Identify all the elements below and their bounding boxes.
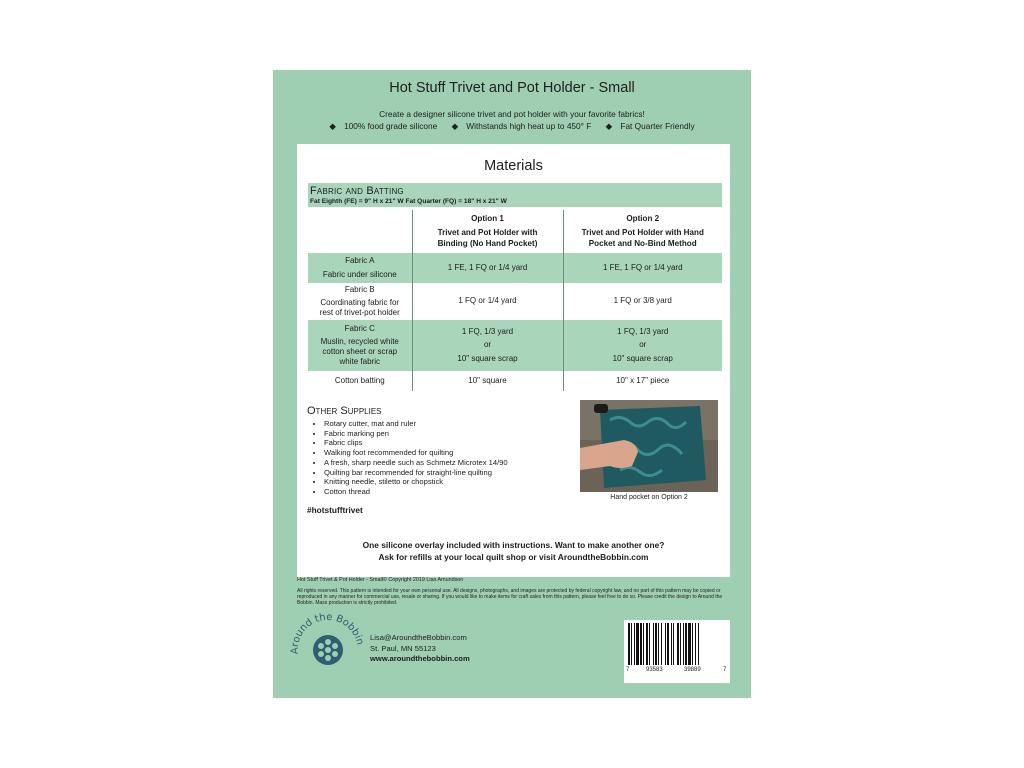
contact-info [370, 633, 470, 665]
feature-list [273, 121, 751, 131]
supplies-list [309, 419, 508, 497]
option-1-header: Option 1 Trivet and Pot Holder with Binding (No Hand Pocket) [412, 210, 563, 253]
barcode-check-digit: 7 [723, 667, 727, 673]
list-item: • Fabric clips [324, 438, 508, 448]
refill-notice: One silicone overlay included with instructions. Want to make another one? Ask for refills at your local quilt shop or visit AroundtheBobbin.com [362, 540, 665, 562]
hand-pocket-photo [580, 400, 718, 492]
table-row [308, 320, 722, 371]
option-2-cell: 10" x 17" piece [563, 371, 722, 391]
barcode [624, 620, 730, 683]
diamond-icon: ◆ [329, 121, 336, 131]
feature-item: ◆ 100% food grade silicone [329, 121, 438, 131]
diamond-icon: ◆ [451, 121, 458, 131]
barcode-digits-left: 93583 [646, 667, 663, 673]
hashtag: #hotstufftrivet [307, 505, 363, 515]
option-2-cell: 1 FQ or 3/8 yard [563, 283, 722, 320]
website-text: www.aroundthebobbin.com [370, 654, 470, 663]
option-1-cell: 1 FQ, 1/3 yard or 10" square scrap [412, 320, 563, 371]
pattern-title: Hot Stuff Trivet and Pot Holder - Small [389, 80, 635, 96]
fabric-sizes-note: Fat Eighth (FE) = 9" H x 21" W Fat Quarter (FQ) = 18" H x 21" W [310, 198, 507, 205]
diamond-icon: ◆ [605, 121, 613, 131]
fabric-batting-title: Fabric and Batting [310, 185, 404, 197]
rights-text: All rights reserved. This pattern is intended for your own personal use. All designs, photographs, and images are protected by federal copyright law, and no part of this pattern may be copied or reproduced in any manner for commercial use, resale or sharing. If you would like to make items for craft sales from this pattern, please feel free to do so. Please credit the design to Around the Bobbin. Mass production is strictly prohibited. [297, 588, 723, 606]
row-label: Fabric C Muslin, recycled white cotton sheet or scrap white fabric [308, 320, 412, 371]
barcode-digits-right: 39889 [684, 667, 701, 673]
fabric-batting-header [308, 183, 722, 207]
table-header-blank [308, 210, 412, 253]
barcode-digit: 7 [626, 667, 630, 673]
feature-item: ◆ Withstands high heat up to 450° F [451, 121, 592, 131]
option-2-cell: 1 FQ, 1/3 yard or 10" square scrap [563, 320, 722, 371]
pot-holder-image [580, 400, 718, 492]
row-label: Fabric A Fabric under silicone [308, 253, 412, 283]
barcode-bars [628, 623, 726, 667]
option-1-cell: 1 FQ or 1/4 yard [412, 283, 563, 320]
table-row [308, 371, 722, 391]
option-2-header: Option 2 Trivet and Pot Holder with Hand Pocket and No-Bind Method [563, 210, 722, 253]
option-2-cell: 1 FE, 1 FQ or 1/4 yard [563, 253, 722, 283]
around-the-bobbin-logo [288, 604, 368, 684]
pattern-subtitle: Create a designer silicone trivet and pot holder with your favorite fabrics! [379, 109, 645, 119]
list-item: • Cotton thread [324, 487, 508, 497]
row-label: Fabric B Coordinating fabric for rest of trivet-pot holder [319, 284, 400, 318]
option-1-cell: 10" square [412, 371, 563, 391]
list-item: • Rotary cutter, mat and ruler [324, 419, 508, 429]
address-text: St. Paul, MN 55123 [370, 643, 436, 653]
copyright-line: Hot Stuff Trivet & Pot Holder - Small© Copyright 2019 Lisa Amundson [297, 577, 464, 583]
list-item: • Knitting needle, stiletto or chopstick [324, 477, 508, 487]
table-row [308, 253, 722, 283]
materials-title: Materials [484, 158, 543, 174]
list-item: • Walking foot recommended for quilting [324, 448, 508, 458]
row-label: Cotton batting [334, 375, 385, 385]
email-text: Lisa@AroundtheBobbin.com [370, 633, 467, 642]
table-row [308, 283, 722, 320]
photo-caption: Hand pocket on Option 2 [610, 494, 688, 501]
list-item: • Quilting bar recommended for straight-line quilting [324, 468, 508, 478]
table-header-row [308, 210, 722, 253]
list-item: • A fresh, sharp needle such as Schmetz Microtex 14/90 [324, 458, 508, 468]
svg-text:Around the Bobbin: Around the Bobbin [289, 611, 366, 655]
option-1-cell: 1 FE, 1 FQ or 1/4 yard [412, 253, 563, 283]
pattern-back-cover [273, 70, 751, 698]
other-supplies-title: Other Supplies [307, 405, 382, 417]
list-item: • Fabric marking pen [324, 429, 508, 439]
feature-item: ◆ Fat Quarter Friendly [605, 121, 695, 131]
materials-table [308, 210, 722, 391]
materials-panel [297, 144, 730, 577]
